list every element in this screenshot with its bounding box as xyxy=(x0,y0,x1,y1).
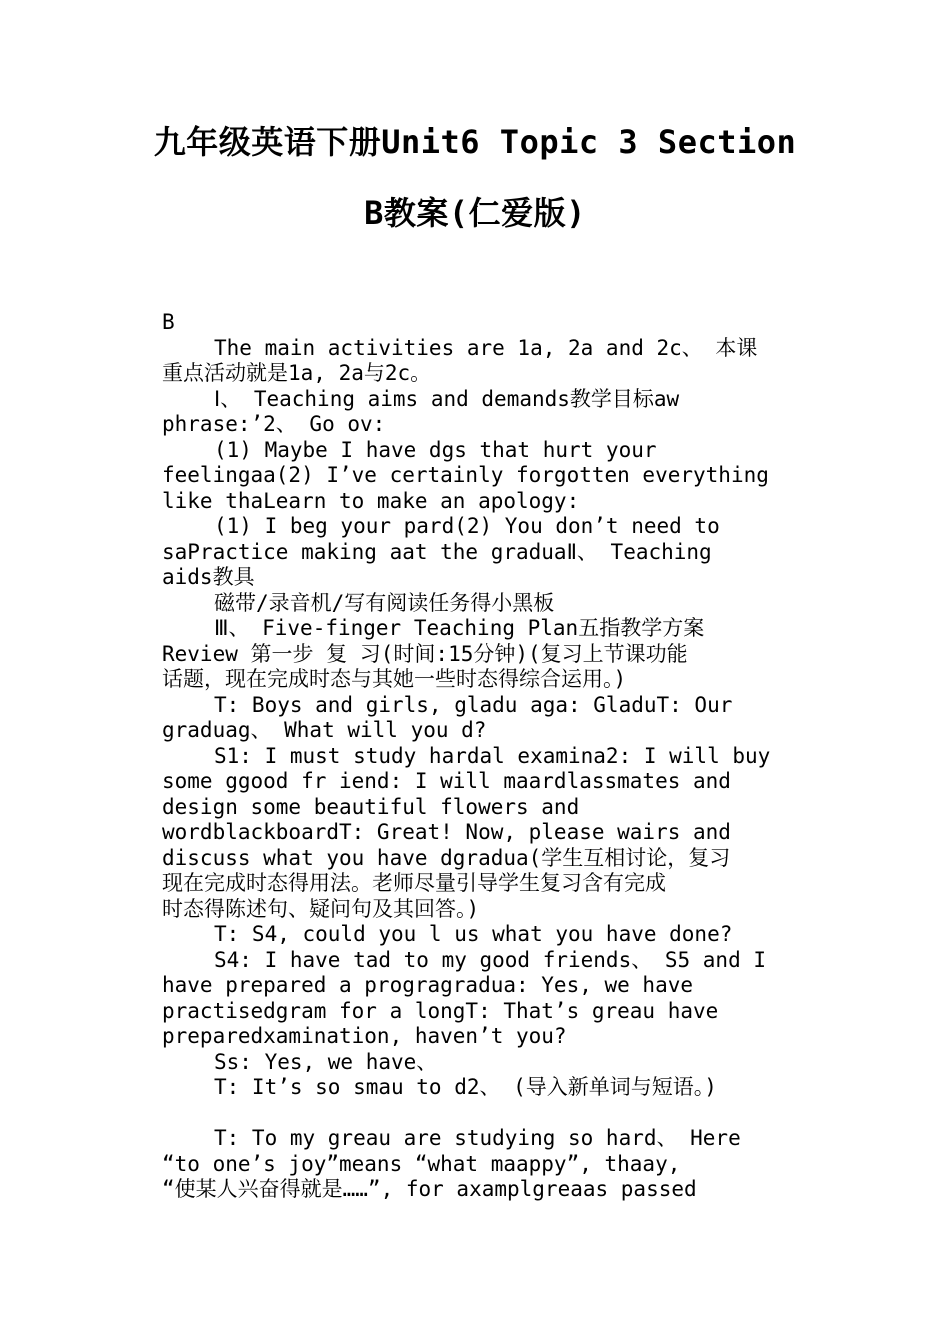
document-line: Ss: Yes, we have、 xyxy=(214,1049,438,1074)
document-line: 磁带/录音机/写有阅读任务得小黑板 xyxy=(214,590,555,615)
document-line: 话题，现在完成时态与其她一些时态得综合运用。) xyxy=(162,667,627,691)
document-line: aids教具 xyxy=(162,565,255,589)
document-line: graduag、 What will you d? xyxy=(162,718,487,742)
document-body xyxy=(162,310,802,1203)
document-line: saPractice making aat the graduaⅡ、 Teaching xyxy=(162,539,712,564)
document-line: B xyxy=(162,310,175,334)
document-line: Ⅲ、 Five-finger Teaching Plan五指教学方案 xyxy=(214,616,705,640)
document-line: The main activities are 1a, 2a and 2c、 本课 xyxy=(214,335,758,360)
document-line: S4: I have tad to my good friends、 S5 and I xyxy=(214,947,767,972)
document-line: Review 第一步 复 习(时间:15分钟)(复习上节课功能 xyxy=(162,641,688,666)
document-line: 时态得陈述句、疑问句及其回答。) xyxy=(162,896,480,921)
document-line: T: It’s so smau to d2、 (导入新单词与短语。) xyxy=(214,1075,717,1099)
document-line: (1) I beg your pard(2) You don’t need to xyxy=(214,514,720,538)
document-line: (1) Maybe I have dgs that hurt your xyxy=(214,437,657,462)
document-line: Ⅰ、 Teaching aims and demands教学目标aw xyxy=(214,386,680,411)
document-line: T: S4, could you l us what you have done? xyxy=(214,922,733,946)
document-line: wordblackboardT: Great! Now, please wairs and xyxy=(162,820,731,844)
document-line: have prepared a progragradua: Yes, we have xyxy=(162,973,694,997)
document-line: 现在完成时态得用法。老师尽量引导学生复习含有完成 xyxy=(162,871,666,895)
document-line: S1: I must study hardal examina2: I will buy xyxy=(214,743,771,768)
document-title-line-2: B教案(仁爱版) xyxy=(364,194,586,232)
document-line: like thaLearn to make an apology: xyxy=(162,488,580,513)
document-line: preparedxamination, haven’t you? xyxy=(162,1024,567,1048)
document-line: 重点活动就是1a, 2a与2c。 xyxy=(162,361,432,385)
document-line: practisedgram for a longT: That’s greau have xyxy=(162,998,719,1023)
document-line: feelingaa(2) I’ve certainly forgotten everything xyxy=(162,463,769,487)
document-line: discuss what you have dgradua(学生互相讨论，复习 xyxy=(162,845,731,870)
document-line xyxy=(162,1101,802,1127)
document-line: T: Boys and girls, gladu aga: GladuT: Our xyxy=(214,692,733,717)
document-line: phrase:’2、 Go ov: xyxy=(162,412,386,436)
document-line: design some beautiful flowers and xyxy=(162,794,580,819)
document-title-line-1: 九年级英语下册Unit6 Topic 3 Section xyxy=(153,123,797,161)
document-line: “to one’s joy”means “what maappy”, thaay, xyxy=(162,1151,681,1176)
document-line: “使某人兴奋得就是……”, for axamplgreaas passed xyxy=(162,1177,697,1201)
document-line: T: To my greau are studying so hard、 Here xyxy=(214,1126,741,1150)
document-line: some ggood fr iend: I will maardlassmates and xyxy=(162,769,731,793)
